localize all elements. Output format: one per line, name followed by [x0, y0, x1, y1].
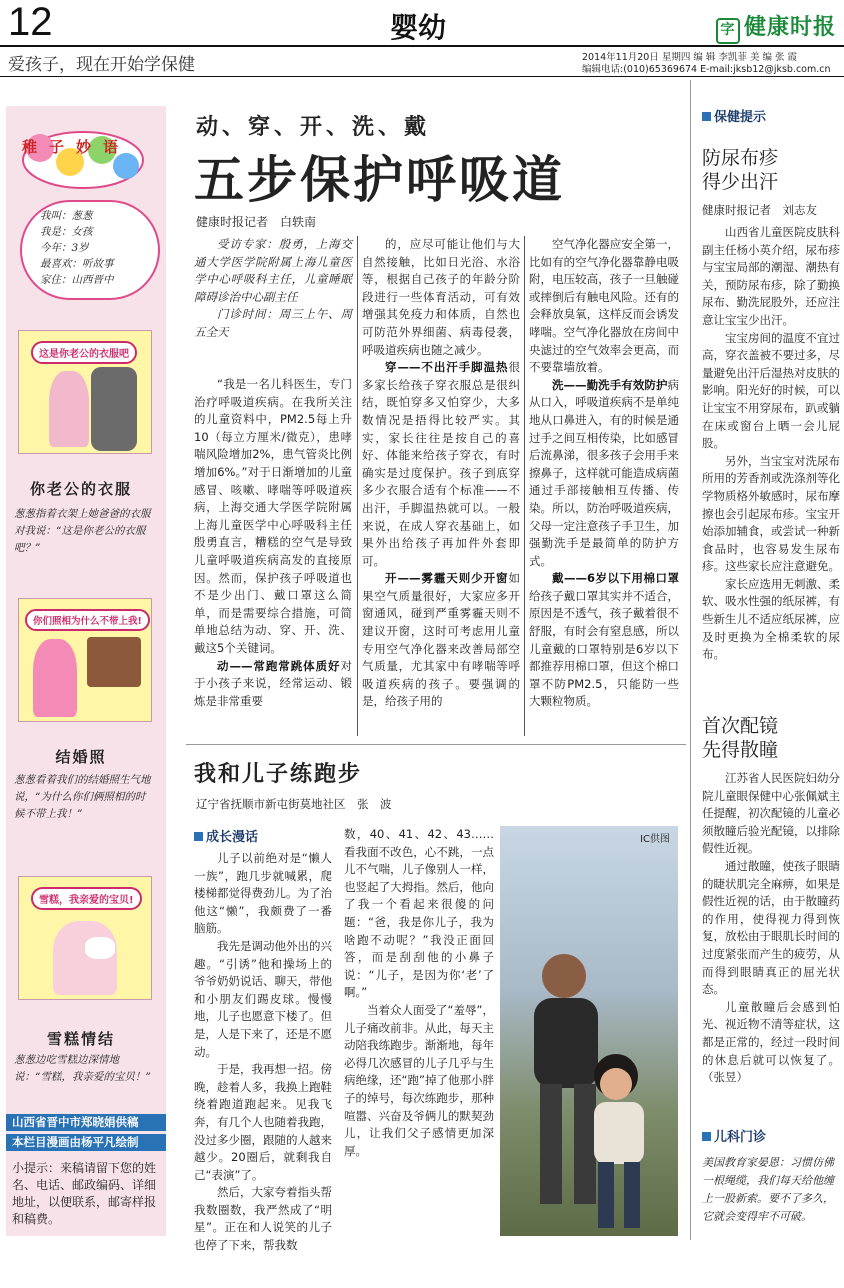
story-para: 当着众人面受了“羞辱”，儿子痛改前非。从此，每天主动陪我练跑步。渐渐地，每年必得几次感冒的儿子几乎与生病绝缘，还“跑”掉了他那小胖子的绰号，每次练跑步，那种喧嚣、兴奋及爷俩儿的默契劲儿，让我们父子感情更加深厚。: [344, 1002, 494, 1158]
health-para: 山西省儿童医院皮肤科副主任杨小英介绍，尿布疹与宝宝局部的潮湿、潮热有关，预防尿布疹，除了勤换尿布、勤洗屁股外，还应注意让宝宝少出汗。: [702, 225, 840, 327]
newspaper-logo: [716, 10, 836, 44]
article-para: 的，应尽可能让他们与大自然接触，比如日光浴、水浴等，根据自己孩子的年龄分阶段进行一些体育活动，可有效增强其免疫力和体质，自然也可防范外界细菌、病毒侵袭，呼吸道疾病也随之减少。: [362, 237, 520, 357]
story-byline: 辽宁省抚顺市新屯街莫地社区 张 波: [196, 797, 392, 811]
article-para: 给孩子戴口罩其实并不适合，原因是不透气，孩子戴着很不舒服，有时会有窒息感，所以儿童戴的口罩特别是6岁以下都推荐用棉口罩，但这个棉口罩不防PM2.5，只能防一些大颗粒物质。: [529, 588, 679, 709]
article-para: 空气净化器应安全第一，比如有的空气净化器靠静电吸附，电压较高，孩子一旦触碰或摔倒后有触电风险。还有的会释放臭氧，这样反而会诱发哮喘。空气净化器放在房间中央滤过的空气效率会更高，而不要靠墙放着。: [529, 237, 679, 375]
story-column-2: [344, 826, 494, 1246]
subhead-move: 动——常跑常跳体质好: [217, 658, 341, 673]
story-para: 儿子以前绝对是“懒人一族”，跑几步就喊累，爬楼梯都觉得费劲儿。为了治他这“懒”，我颇费了一番脑筋。: [194, 851, 332, 936]
square-bullet-icon: [702, 112, 711, 121]
article-column-1: [194, 376, 352, 710]
banner-title: 稚子妙语: [22, 138, 131, 156]
profile-name: 我叫：葱葱: [40, 210, 93, 222]
banner-graphic: [18, 122, 148, 192]
date-editor-line: 2014年11月20日 星期四 编 辑 李凯菲 美 编 张 霞: [582, 52, 798, 63]
profile-gender: 我是：女孩: [40, 226, 93, 238]
comic-title-3: 雪糕情结: [46, 1030, 115, 1048]
health-para: 江苏省人民医院妇幼分院儿童眼保健中心张佩斌主任提醒，初次配镜的儿童必须散瞳后验光配镜，以排除假性近视。: [702, 771, 840, 856]
contact-line: 编辑电话:(010)65369674 E-mail:jksb12@jksb.com.cn: [582, 64, 831, 75]
article-byline: 健康时报记者 白轶南: [196, 215, 317, 229]
comic-bubble-1: 这是你老公的衣服吧: [31, 341, 137, 364]
diaper-rash-byline: 健康时报记者 刘志友: [702, 203, 817, 217]
clinic-hours: 门诊时间：周三上午、周五全天: [194, 307, 352, 339]
column-divider: [524, 236, 525, 736]
comic-text-2: 葱葱看着我们的结婚照生气地说，“为什么你们俩照相的时候不带上我！”: [14, 774, 151, 820]
expert-intro: [194, 236, 352, 342]
header-rule: [0, 45, 844, 47]
credit-bar-2: 本栏目漫画由杨平凡绘制: [6, 1134, 166, 1151]
profile-list: [40, 208, 114, 288]
subhead-wash: 洗——勤洗手有效防护: [552, 377, 668, 392]
story-divider: [186, 744, 686, 745]
health-para: 家长应选用无刺激、柔软、吸水性强的纸尿裤，有些新生儿不适应纸尿裤，应及时更换为全棉柔软的尿布。: [702, 576, 840, 662]
diaper-rash-text: [702, 224, 840, 664]
article-column-3: [529, 236, 679, 711]
comic-bubble-2: 你们照相为什么不带上我!: [25, 609, 150, 631]
comic-title-1: 你老公的衣服: [29, 480, 132, 498]
profile-home: 家住：山西晋中: [40, 274, 114, 286]
headline-line: 得少出汗: [702, 171, 779, 193]
article-para: 很多家长给孩子穿衣服总是很纠结，既怕穿多又怕穿少，大多数情况是捂得比较严实。其实，家长往往是按自己的喜好、体能来给孩子穿衣，有时确实是过度保护。孩子到底穿多少衣服合适有个标准——不出汗，手脚温热就可以。一般来说，在成人穿衣基础上，如果外出给孩子再加件外套即可。: [362, 360, 520, 568]
subhead-mask: 戴——6岁以下用棉口罩: [552, 571, 679, 586]
comic-text-1: 葱葱指着衣架上她爸爸的衣服对我说：“这是你老公的衣服吧？”: [14, 508, 151, 554]
health-tip-tag: [702, 106, 766, 125]
page-number: 12: [8, 0, 53, 44]
story-tag: [194, 826, 258, 845]
health-para: 儿童散瞳后会感到怕光、视近物不清等症状，这都是正常的，经过一段时间的休息后就可以恢复了。（张昱）: [702, 999, 840, 1085]
running-photo: [500, 826, 678, 1236]
headline-line: 防尿布疹: [702, 147, 779, 169]
square-bullet-icon: [194, 832, 203, 841]
comic-title-2: 结婚照: [55, 748, 107, 766]
eyeglasses-headline: [702, 714, 778, 762]
header-rule-2: [0, 76, 844, 77]
coat-icon: [91, 367, 137, 451]
story-column-1: [194, 850, 332, 1255]
article-para: 对于小孩子来说，经常运动、锻炼是非常重要: [194, 658, 352, 708]
pediatric-tag-label: 儿科门诊: [714, 1130, 767, 1145]
page-slogan: 爱孩子，现在开始学保健: [8, 55, 195, 75]
health-para: 宝宝房间的温度不宜过高，穿衣盖被不要过多，尽量避免出汗后湿热对皮肤的影响。阳光好的时候，可以让宝宝不用穿尿布，趴或躺在床或窗台上晒一会儿屁股。: [702, 330, 840, 451]
credit-bar-1: 山西省晋中市郑晓娟供稿: [6, 1114, 166, 1131]
pediatric-tag: [702, 1126, 766, 1145]
comic-text-3: 葱葱边吃雪糕边深情地说：“雪糕，我亲爱的宝贝！”: [14, 1054, 151, 1083]
article-para: “我是一名儿科医生，专门治疗呼吸道疾病。在我所关注的儿童资料中，PM2.5每上升10（每立方厘米/微克），患哮喘风险增加2%，患气管炎比例增加6%。”对于日渐增加的儿童感冒、咳嗽、哮喘等呼吸道疾病，上海交通大学医学院附属上海儿童医学中心呼吸科主任殷勇直言，糟糕的空气是导致儿童呼吸道疾病高发的直接原因。然而，保护孩子呼吸道也不是少出门、戴口罩这么简单，而是需要综合措施，可简单地总结为动、穿、开、洗、戴这5个关键词。: [194, 377, 352, 655]
logo-text: 健康时报: [744, 14, 837, 40]
story-para: 数，40、41、42、43……看我面不改色，心不跳，一点儿不气喘，儿子像别人一样，也竖起了大拇指。然后，他向了我一个看起来很傻的问题：“爸，我是你儿子，我为啥跑不动呢？”我没正面回答，而是刮刮他的小鼻子说：“儿子，是因为你‘老’了啊。”: [344, 827, 494, 1000]
story-tag-label: 成长漫话: [206, 830, 259, 845]
health-tip-label: 保健提示: [714, 110, 767, 125]
subhead-wear: 穿——不出汗手脚温热: [385, 360, 509, 375]
square-bullet-icon: [702, 1132, 711, 1141]
article-headline: 五步保护呼吸道: [194, 150, 565, 209]
submission-tip: 小提示：来稿请留下您的姓名、电话、邮政编码、详细地址，以便联系，邮寄样报和稿费。: [12, 1161, 157, 1226]
article-para: 如果空气质量很好，大家应多开窗通风，碰到严重雾霾天则不建议开窗，这时可考虑用儿童专用空气净化器来改善局部空气质量，尤其家中有哮喘等呼吸道疾病的孩子。要强调的是，给孩子用的: [362, 571, 520, 709]
story-para: 于是，我再想一招。傍晚，趁着人多，我换上跑鞋绕着跑道跑起来。见我飞奔，有几个人也随着我跑，没过多少圈，跟随的人越来越少。20圈后，就剩我自己“表演”了。: [194, 1062, 332, 1182]
girl-figure-icon: [49, 371, 89, 447]
comic-image-2: [18, 598, 152, 722]
pediatric-quote: 美国教育家晏恩：习惯仿佛一根绳缆，我们每天给他缠上一股新索。要不了多久，它就会变得牢不可破。: [702, 1156, 834, 1223]
article-kicker: 动、穿、开、洗、戴: [196, 114, 431, 140]
eyeglasses-text: [702, 770, 840, 1087]
comic-image-1: [18, 330, 152, 454]
health-para: 通过散瞳，使孩子眼睛的睫状肌完全麻痹，如果是假性近视的话，由于散瞳药的作用，使得视力得到恢复，放松由于眼肌长时间的过度紧张而产生的疲劳，从而得到眼睛真正的屈光状态。: [702, 858, 840, 997]
photo-credit: IC供图: [640, 834, 670, 845]
profile-favorite: 最喜欢：听故事: [40, 258, 114, 270]
subhead-open: 开——雾霾天则少开窗: [385, 571, 509, 586]
ice-cream-icon: [85, 937, 115, 959]
girl-figure-icon: [33, 639, 77, 717]
expert-info: 受访专家：殷勇，上海交通大学医学院附属上海儿童医学中心呼吸科主任，儿童睡眠障碍诊治中心副主任: [194, 237, 352, 304]
diaper-rash-headline: [702, 146, 778, 194]
father-son-running-image: [500, 826, 678, 1236]
story-para: 然后，大家夸着指头帮我数圈数，我严然成了“明星”。正在和人说笑的儿子也停了下来，帮我数: [194, 1185, 332, 1253]
headline-line: 先得散瞳: [702, 739, 779, 761]
right-divider: [690, 80, 691, 1240]
headline-line: 首次配镜: [702, 715, 779, 737]
section-title: 婴幼: [390, 11, 447, 44]
comic-image-3: [18, 876, 152, 1000]
article-column-2: [362, 236, 520, 711]
health-para: 另外，当宝宝对洗尿布所用的芳香剂或洗涤剂等化学物质格外敏感时，尿布摩擦也会引起尿布疹。宝宝开始添加辅食，或尝试一种新食品时，也容易发生尿布疹。这些家长应注意避免。: [702, 453, 840, 574]
article-para: 病从口入，呼吸道疾病不是单纯地从口鼻进入，有的时候是通过手之间互相传染，比如感冒后流鼻涕，很多孩子会用手来擦鼻子，这样就可能造成病菌通过手部接触相互传播、传染。所以，防治呼吸道疾病，父母一定注意孩子手卫生，加强勤洗手是最简单的防护方式。: [529, 377, 679, 568]
comic-bubble-3: 雪糕，我亲爱的宝贝!: [31, 887, 142, 910]
profile-age: 今年：3岁: [40, 242, 89, 254]
logo-mark-icon: 字: [716, 18, 740, 44]
story-headline: 我和儿子练跑步: [194, 761, 363, 787]
column-divider: [357, 236, 358, 736]
wedding-photo-icon: [87, 637, 141, 687]
story-para: 我先是调动他外出的兴趣。“引诱”他和操场上的爷爷奶奶说话、聊天，带他和小朋友们踢皮球。慢慢地，儿子也愿意下楼了。但是，人是下来了，还是不愿动。: [194, 938, 332, 1059]
